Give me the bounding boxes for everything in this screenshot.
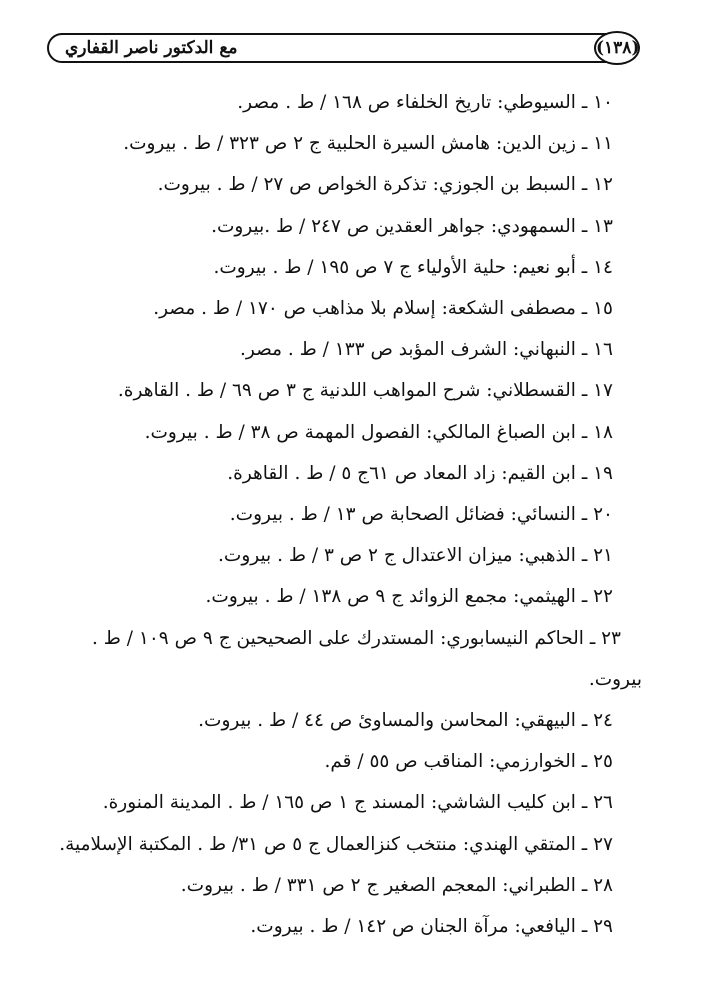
reference-item: ١٤ ـ أبو نعيم: حلية الأولياء ج ٧ ص ١٩٥ / ط . بيروت. [213,256,613,278]
reference-item: ٢٠ ـ النسائي: فضائل الصحابة ص ١٣ / ط . بيروت. [229,504,613,526]
reference-item: ٢١ ـ الذهبي: ميزان الاعتدال ج ٢ ص ٣ / ط . بيروت. [218,545,613,567]
reference-list [58,82,642,947]
reference-item: ٢٩ ـ اليافعي: مرآة الجنان ص ١٤٢ / ط . بيروت. [250,916,613,938]
reference-item: ٢٥ ـ الخوارزمي: المناقب ص ٥٥ / قم. [324,751,613,773]
reference-item: ١٥ ـ مصطفى الشكعة: إسلام بلا مذاهب ص ١٧٠ / ط . مصر. [153,298,613,320]
reference-item-continuation: بيروت. [588,668,642,690]
reference-item: ٢٦ ـ ابن كليب الشاشي: المسند ج ١ ص ١٦٥ / ط . المدينة المنورة. [102,792,613,814]
reference-item: ١١ ـ زين الدين: هامش السيرة الحلبية ج ٢ ص ٣٢٣ / ط . بيروت. [123,133,613,155]
reference-item: ٢٧ ـ المتقي الهندي: منتخب كنزالعمال ج ٥ ص ٣١/ ط . المكتبة الإسلامية. [59,833,613,855]
reference-item: ١٨ ـ ابن الصباغ المالكي: الفصول المهمة ص ٣٨ / ط . بيروت. [144,421,613,443]
reference-item: ١٣ ـ السمهودي: جواهر العقدين ص ٢٤٧ / ط .بيروت. [211,215,613,237]
reference-item: ٢٤ ـ البيهقي: المحاسن والمساوئ ص ٤٤ / ط . بيروت. [198,710,613,732]
reference-item: ١٠ ـ السيوطي: تاريخ الخلفاء ص ١٦٨ / ط . مصر. [237,92,613,113]
running-title: مع الدكتور ناصر القفاري [65,38,238,58]
page-number: (١٣٨) [594,31,640,65]
reference-item: ١٦ ـ النبهاني: الشرف المؤبد ص ١٣٣ / ط . مصر. [239,339,613,361]
reference-item: ١٢ ـ السبط بن الجوزي: تذكرة الخواص ص ٢٧ / ط . بيروت. [157,174,613,196]
reference-item: ١٩ ـ ابن القيم: زاد المعاد ص ٦١ج ٥ / ط . القاهرة. [227,462,613,484]
page-header [47,33,639,63]
reference-item: ٢٨ ـ الطبراني: المعجم الصغير ج ٢ ص ٣٣١ / ط . بيروت. [180,874,613,896]
reference-item: ١٧ ـ القسطلاني: شرح المواهب اللدنية ج ٣ ص ٦٩ / ط . القاهرة. [117,380,613,402]
reference-item: ٢٣ ـ الحاكم النيسابوري: المستدرك على الصحيحين ج ٩ ص ١٠٩ / ط . [92,627,621,649]
reference-item: ٢٢ ـ الهيثمي: مجمع الزوائد ج ٩ ص ١٣٨ / ط . بيروت. [205,586,613,608]
